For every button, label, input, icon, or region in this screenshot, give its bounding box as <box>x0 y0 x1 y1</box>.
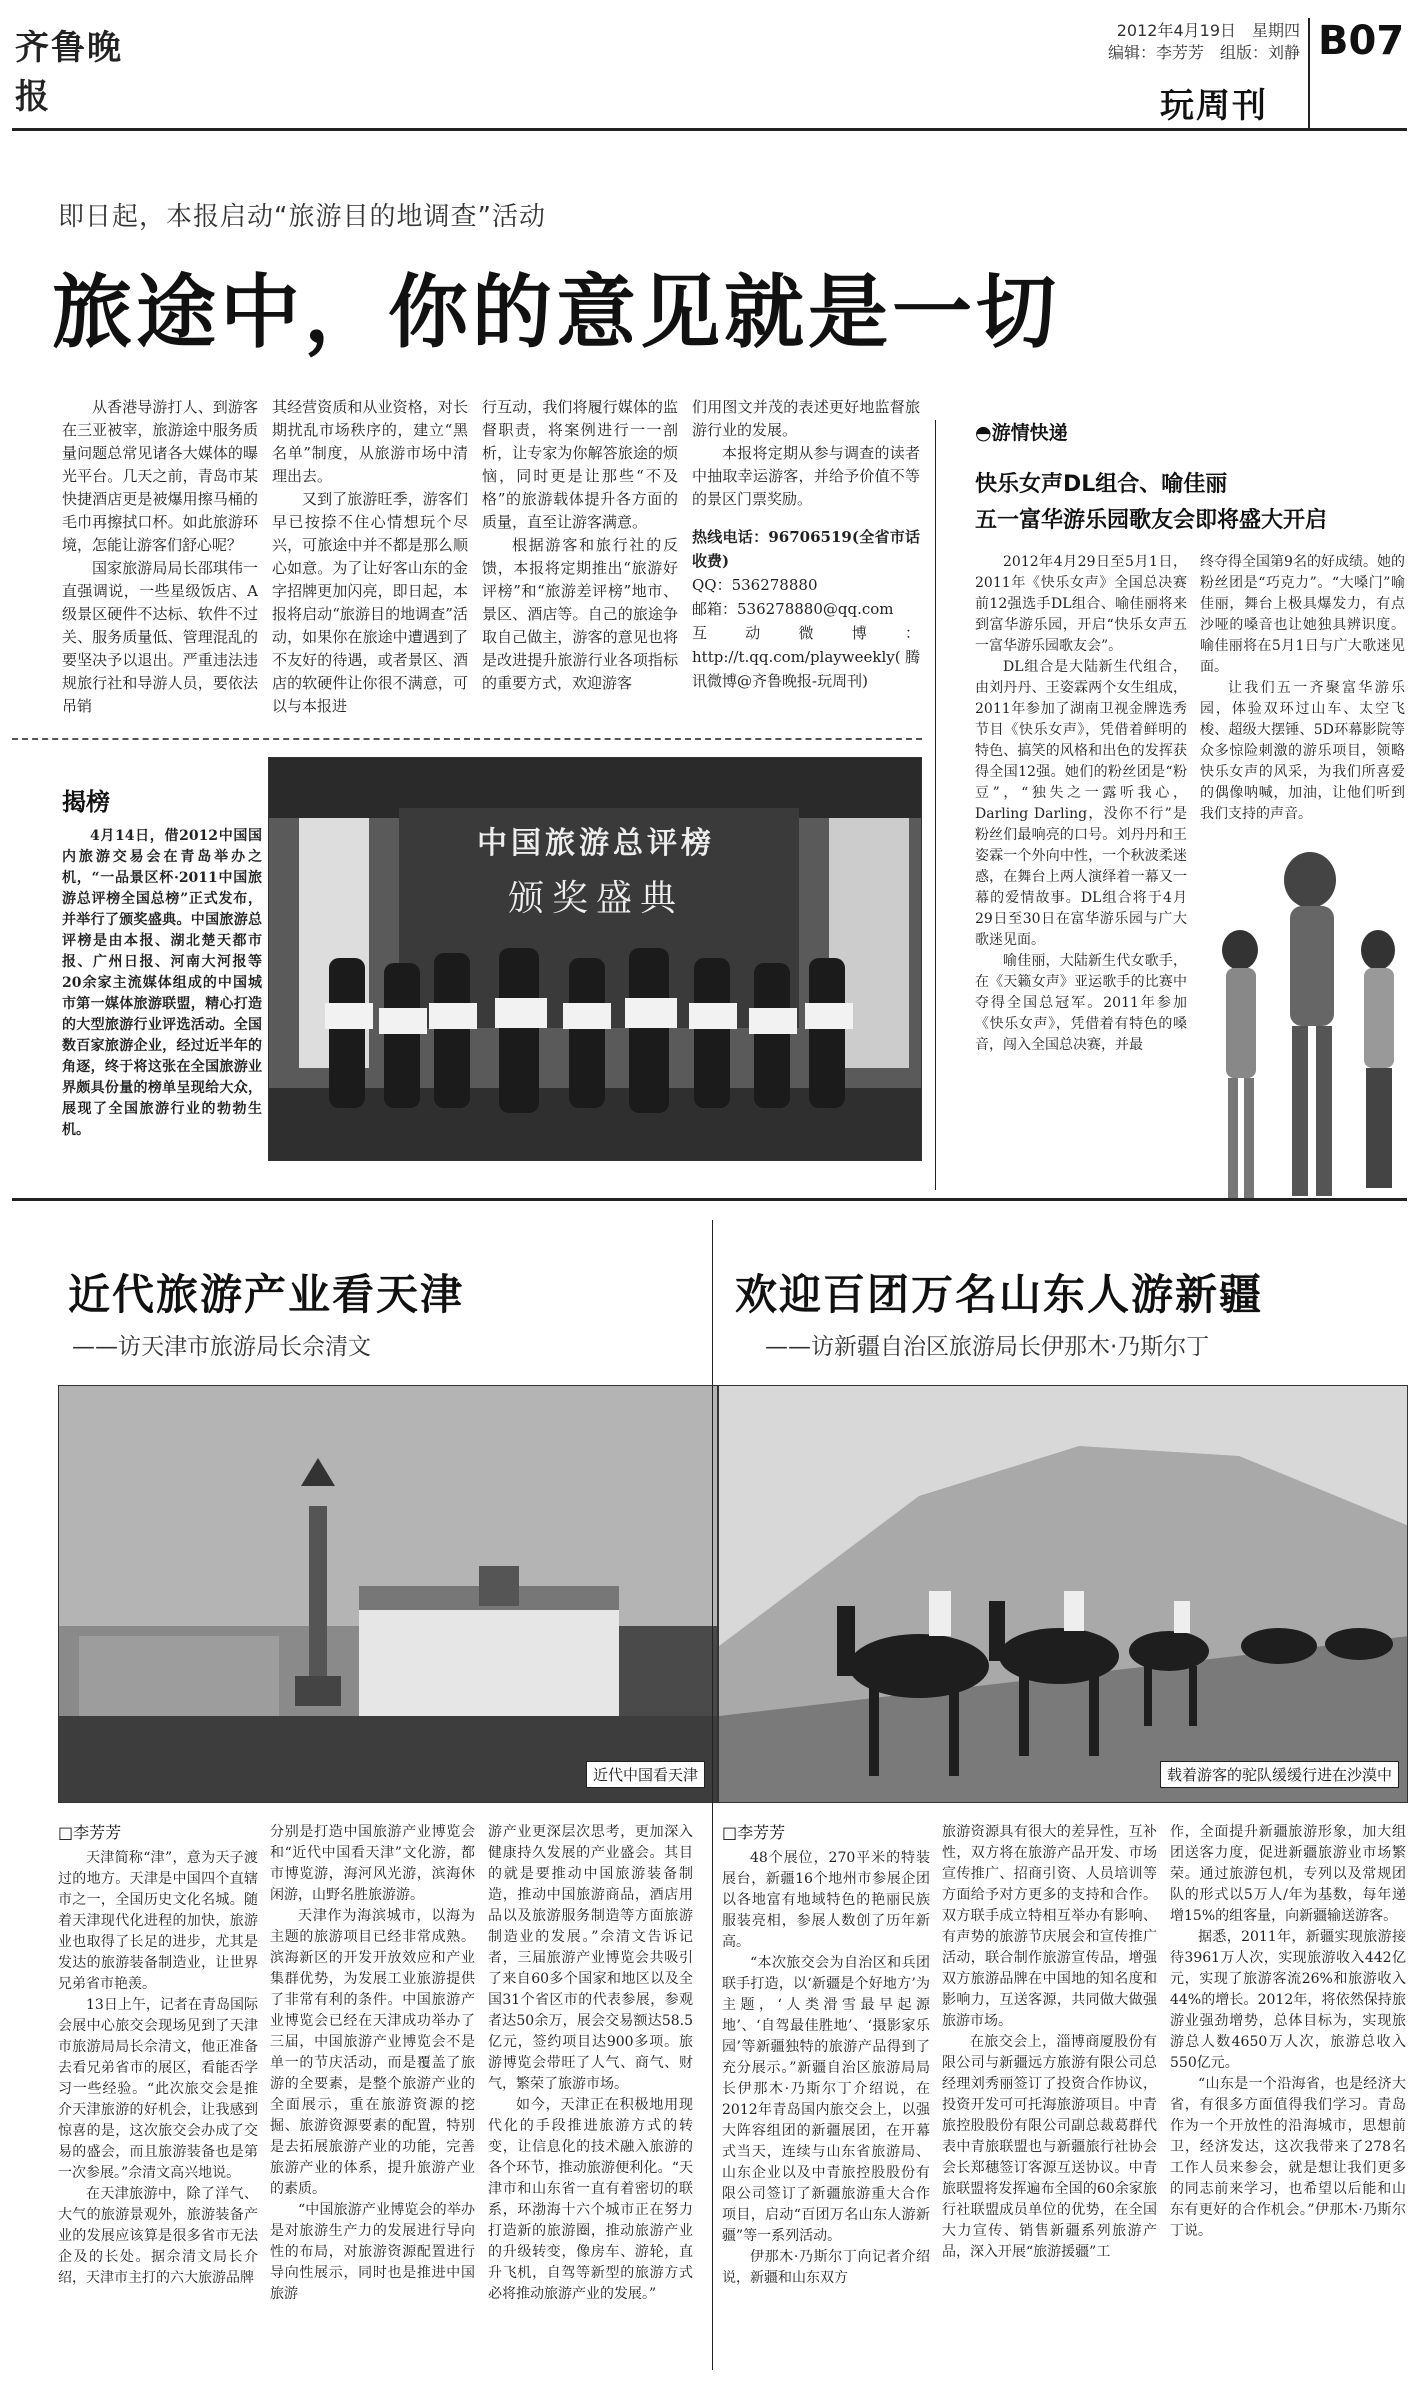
lead-kicker: 即日起，本报启动“旅游目的地调查”活动 <box>58 202 546 232</box>
newspaper-logo: 齐鲁晚报 <box>15 28 123 117</box>
paragraph: 如今，天津正在积极地用现代化的手段推进旅游方式的转变，让信息化的技术融入旅游的各个环节，推动旅游便利化。“天津市和山东省一直有着密切的联系，环渤海十六个城市正在努力打造新的旅游圈，推动旅游产业的升级转变，像房车、游轮，直升飞机，自驾等新型的旅游方式必将推动旅游产业的发展。” <box>488 2097 693 2302</box>
paragraph: 其经营资质和从业资格，对长期扰乱市场秩序的，建立“黑名单”制度，从旅游市场中清理出去。 <box>272 398 468 485</box>
paragraph: 分别是打造中国旅游产业博览会和“近代中国看天津”文化游，都市博览游，海河风光游，滨海休闲游，山野名胜旅游游。 <box>270 1824 475 1903</box>
tianjin-title: 近代旅游产业看天津 <box>68 1270 465 1319</box>
express-column-2 <box>1200 552 1405 842</box>
qq-contact: QQ：536278880 <box>692 576 818 594</box>
page-number: B07 <box>1318 18 1405 64</box>
lead-column-3 <box>482 396 678 736</box>
mid-rule <box>12 1198 1407 1201</box>
paragraph: 13日上午，记者在青岛国际会展中心旅交会现场见到了天津市旅游局局长佘清文，他正准备去看兄弟省市的展区，看能否学习一些经验。“此次旅交会是推介天津旅游的好机会，让我感到惊喜的是，这次旅交会办成了交易的盛会，而且旅游装备也是第一次参展。”佘清文高兴地说。 <box>58 1997 258 2181</box>
express-tag-label: 游情快递 <box>991 422 1068 444</box>
xinjiang-column-2 <box>942 1822 1157 2378</box>
banner-line-2: 颁奖盛典 <box>507 878 684 919</box>
xinjiang-column-3 <box>1170 1822 1406 2378</box>
paragraph: 旅游资源具有很大的差异性，互补性，双方将在旅游产品开发、市场宣传推广、招商引资、人员培训等方面给予对方更多的支持和合作。双方联手成立特相互举办有影响、有声势的旅游节庆展会和宣传推广活动，联合制作旅游宣传品，增强双方旅游品牌在中国地的知名度和影响力，互送客源，共同做大做强旅游市场。 <box>942 1824 1157 2029</box>
hotline: 热线电话：96706519(全省市话收费) <box>692 528 920 570</box>
tianjin-photo <box>58 1385 718 1803</box>
tianjin-photo-caption: 近代中国看天津 <box>586 1761 705 1788</box>
paragraph: 终夺得全国第9名的好成绩。她的粉丝团是“巧克力”。“大嗓门”喻佳丽，舞台上极具爆发力，有点沙哑的嗓音也让她独具辨识度。喻佳丽将在5月1日与广大歌迷见面。 <box>1200 554 1405 675</box>
express-tag <box>975 418 1225 448</box>
paragraph: 们用图文并茂的表述更好地监督旅游行业的发展。 <box>692 398 920 439</box>
paragraph: 国家旅游局局长邵琪伟一直强调说，一些星级饭店、A级景区硬件不达标、软件不过关、服务质量低、管理混乱的要坚决予以退出。严重违法违规旅行社和导游人员，要依法吊销 <box>62 559 258 715</box>
banner-line-1: 中国旅游总评榜 <box>477 826 715 861</box>
paragraph: 游产业更深层次思考，更加深入健康持久发展的产业盛会。其目的就是要推动中国旅游装备制造，推动中国旅游商品，酒店用品以及旅游服务制造等方面旅游制造业的发展。”佘清文告诉记者，三届旅游产业博览会共吸引了来自60多个国家和地区以及全国31个省区市的代表参展，参观者达50余万，展会交易额达58.5亿元，签约项目达900多项。旅游博览会带旺了人气、商气、财气，繁荣了旅游市场。 <box>488 1824 693 2092</box>
section-name: 玩周刊 <box>1160 86 1268 126</box>
column-divider <box>935 420 936 1190</box>
paragraph: 据悉，2011年，新疆实现旅游接待3961万人次，实现旅游收入442亿元，实现了旅游客流26%和旅游收入44%的增长。2012年，将依然保持旅游业强劲增势，总体目标为，实现旅游总人数4650万人次，旅游总收入550亿元。 <box>1170 1929 1406 2071</box>
paragraph: 天津简称“津”，意为天子渡过的地方。天津是中国四个直辖市之一，全国历史文化名城。随着天津现代化进程的加快，旅游业也取得了长足的进步，尤其是发达的旅游装备制造业，让世界兄弟省市艳羡。 <box>58 1850 258 1992</box>
circle-bullet-icon: ◓ <box>975 422 992 444</box>
lead-headline: 旅途中，你的意见就是一切 <box>52 266 1060 359</box>
column-divider <box>712 1220 713 2370</box>
paragraph: 伊那木·乃斯尔丁向记者介绍说，新疆和山东双方 <box>722 2249 930 2286</box>
express-column-1 <box>975 552 1187 1202</box>
paragraph: 2012年4月29日至5月1日，2011年《快乐女声》全国总决赛前12强选手DL组合、喻佳丽将来到富华游乐园，开启“快乐女声五一富华游乐园歌友会”。 <box>975 554 1187 654</box>
paragraph: 作，全面提升新疆旅游形象，加大组团送客力度，促进新疆旅游业市场繁荣。通过旅游包机，专列以及常规团队的形式以5万人/年为基数，每年递增15%的组客量，向新疆输送游客。 <box>1170 1824 1406 1924</box>
express-title-2: 五一富华游乐园歌友会即将盛大开启 <box>975 508 1328 533</box>
camel-caravan-photo <box>718 1385 1408 1803</box>
paragraph: 在旅交会上，淄博商厦股份有限公司与新疆远方旅游有限公司总经理刘秀丽签订了投资合作协议，投资开发可可托海旅游项目。中青旅控股股份有限公司副总裁葛群代表中青旅联盟也与新疆旅行社协会会长郑穗签订客源互送协议。中青旅联盟将发挥遍布全国的60余家旅行社联盟成员单位的优势，在全国大力宣传、销售新疆系列旅游产品，深入开展“旅游援疆”工 <box>942 2034 1157 2260</box>
tianjin-column-2 <box>270 1822 475 2378</box>
tianjin-byline: □李芳芳 <box>58 1823 122 1842</box>
lead-column-4 <box>692 396 920 736</box>
paragraph: “本次旅交会为自治区和兵团联手打造，以‘新疆是个好地方’为主题，‘人类滑雪最早起源地’、‘自驾最佳胜地’、‘摄影家乐园’等新疆独特的旅游产品得到了充分展示。”新疆自治区旅游局局长伊那木·乃斯尔丁介绍说，在2012年青岛国内旅交会上，以强大阵容组团的新疆展团，在开幕式当天，连续与山东省旅游局、山东企业以及中青旅控股股份有限公司签订了新疆旅游重大合作项目，启动“百团万名山东人游新疆”等一系列活动。 <box>722 1955 930 2244</box>
paragraph: “山东是一个沿海省，也是经济大省，有很多方面值得我们学习。青岛作为一个开放性的沿海城市，思想前卫，经济发达，这次我带来了278名工作人员来参会，就是想让我们更多的同志前来学习，也希望以后能和山东有更好的合作机会。”伊那木·乃斯尔丁说。 <box>1170 2076 1406 2239</box>
xinjiang-byline: □李芳芳 <box>722 1823 786 1842</box>
paragraph: 根据游客和旅行社的反馈，本报将定期推出“旅游好评榜”和“旅游差评榜”地市、景区、酒店等。自己的旅途争取自己做主，游客的意见也将是改进提升旅游行业各项指标的重要方式，欢迎游客 <box>482 536 678 692</box>
lead-column-2 <box>272 396 468 736</box>
paragraph: 4月14日，借2012中国国内旅游交易会在青岛举办之机，“一品景区杯·2011中国旅游总评榜全国总榜”正式发布，并举行了颁奖盛典。中国旅游总评榜是由本报、湖北楚天都市报、广州日报、河南大河报等20余家主流媒体组成的中国城市第一媒体旅游联盟，精心打造的大型旅游行业评选活动。全国数百家旅游企业，经过近半年的角逐，终于将这张在全国旅游业界颇具份量的榜单呈现给大众，展现了全国旅游行业的勃勃生机。 <box>62 828 262 1138</box>
xinjiang-subtitle: ——访新疆自治区旅游局长伊那木·乃斯尔丁 <box>765 1334 1210 1360</box>
paragraph: 在天津旅游中，除了洋气、大气的旅游景观外，旅游装备产业的发展应该算是很多省市无法企及的长处。据佘清文局长介绍，天津市主打的六大旅游品牌 <box>58 2186 258 2286</box>
editors-line: 编辑：李芳芳 组版：刘静 <box>1107 43 1300 62</box>
paragraph: 从香港导游打人、到游客在三亚被宰，旅游途中服务质量问题总常见诸各大媒体的曝光平台。几天之前，青岛市某快捷酒店更是被爆用擦马桶的毛巾再擦拭口杯。如此旅游环境，怎能让游客们舒心呢？ <box>62 398 258 554</box>
paragraph: 让我们五一齐聚富华游乐园，体验双环过山车、太空飞梭、超级大摆锤、5D环幕影院等众多惊险刺激的游乐项目，领略快乐女声的风采，为我们所喜爱的偶像呐喊，加油，让他们听到我们支持的声音。 <box>1200 680 1405 822</box>
header-rule <box>12 128 1407 131</box>
xinjiang-column-1 <box>722 1848 930 2378</box>
tianjin-column-1 <box>58 1848 258 2378</box>
tianjin-column-3 <box>488 1822 693 2378</box>
lead-column-1 <box>62 396 258 736</box>
paragraph: 喻佳丽，大陆新生代女歌手，在《天籁女声》亚运歌手的比赛中夺得全国总冠军。2011年参加《快乐女声》，凭借着有特色的嗓音，闯入全国总决赛，并最 <box>975 953 1187 1053</box>
paragraph: 48个展位，270平米的特装展台，新疆16个地州市参展企团以各地富有地域特色的艳丽民族服装亮相，参展人数创了历年新高。 <box>722 1850 930 1950</box>
xinjiang-photo-caption: 载着游客的驼队缓缓行进在沙漠中 <box>1160 1761 1399 1788</box>
section-divider <box>12 738 922 740</box>
paragraph: 行互动，我们将履行媒体的监督职责，将案例进行一一剖析，让专家为你解答旅途的烦恼，同时更是让那些“不及格”的旅游载体提升各方面的质量，直至让游客满意。 <box>482 398 678 531</box>
issue-date: 2012年4月19日 星期四 <box>1116 21 1300 40</box>
contact-block <box>692 525 920 693</box>
express-title-1: 快乐女声DL组合、喻佳丽 <box>975 472 1228 497</box>
paragraph: 本报将定期从参与调查的读者中抽取幸运游客，并给予价值不等的景区门票奖励。 <box>692 444 920 508</box>
paragraph: 天津作为海滨城市，以海为主题的旅游项目已经非常成熟。滨海新区的开发开放效应和产业集群优势，为发展工业旅游提供了非常有利的条件。中国旅游产业博览会已经在天津成功举办了三届，中国旅游产业博览会不是单一的节庆活动，而是覆盖了旅游的全要素，是整个旅游产业的全面展示，重在旅游资源的挖掘、旅游资源要素的配置，特别是去拓展旅游产业的功能，完善旅游产业的体系，提升旅游产业的素质。 <box>270 1908 475 2197</box>
paragraph: DL组合是大陆新生代组合，由刘丹丹、王姿霖两个女生组成，2011年参加了湖南卫视金牌选秀节目《快乐女声》，凭借着鲜明的特色、搞笑的风格和出色的发挥获得全国12强。她们的粉丝团是“粉豆”，“独失之一露听我心，Darling Darling，没你不行”是粉丝们最响亮的口号。刘丹丹和王姿霖一个外向中性，一个秋波柔迷惑，在舞台上两人演绎着一幕又一幕的爱情故事。DL组合将于4月29日至30日在富华游乐园与广大歌迷见面。 <box>975 659 1187 948</box>
tianjin-subtitle: ——访天津市旅游局长佘清文 <box>72 1334 371 1360</box>
paragraph: “中国旅游产业博览会的举办是对旅游生产力的发展进行导向性的布局，对旅游资源配置进行导向性展示，同时也是推进中国旅游 <box>270 2202 475 2302</box>
weibo-contact: 互动微博：http://t.qq.com/playweekly(腾讯微博@齐鲁晚报-玩周刊) <box>692 624 920 690</box>
paragraph: 又到了旅游旺季，游客们早已按捺不住心情想玩个尽兴，可旅途中并不都是那么顺心如意。为了让好客山东的金字招牌更加闪亮，即日起，本报将启动“旅游目的地调查”活动，如果你在旅途中遭遇到了不友好的待遇，或者景区、酒店的软硬件让你很不满意，可以与本报进 <box>272 490 468 715</box>
email-contact: 邮箱：536278880@qq.com <box>692 600 894 618</box>
xinjiang-title: 欢迎百团万名山东人游新疆 <box>735 1270 1264 1319</box>
ranking-text <box>62 826 262 1186</box>
ranking-tag: 揭榜 <box>62 788 110 816</box>
singers-photo <box>1200 840 1405 1220</box>
award-ceremony-photo <box>268 757 922 1161</box>
